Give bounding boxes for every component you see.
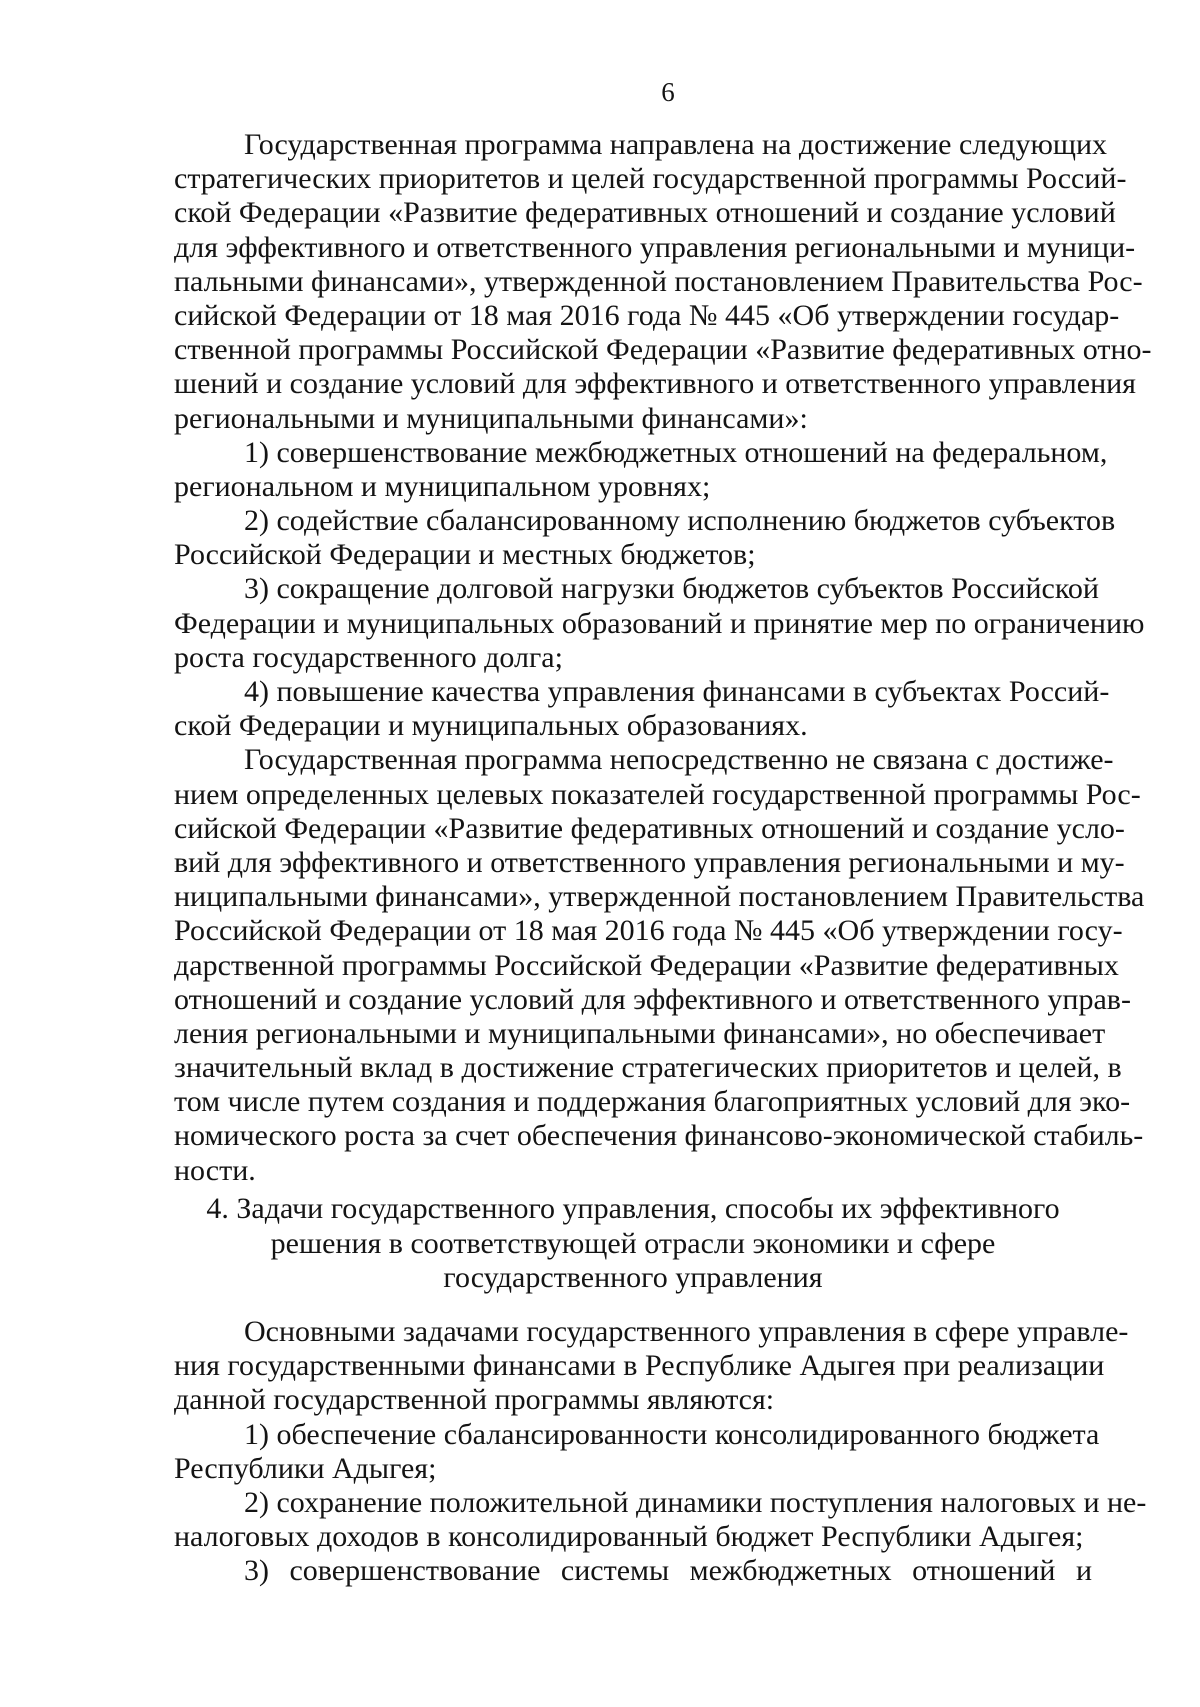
text-line: налоговых доходов в консолидированный бюджет Республики Адыгея;	[174, 1520, 1084, 1554]
text-line: 3) сокращение долговой нагрузки бюджетов субъектов Российской	[244, 572, 1099, 606]
text-line: данной государственной программы являются:	[174, 1383, 775, 1417]
text-line: для эффективного и ответственного управления региональными и муници-	[174, 230, 1136, 264]
text-line: шений и создание условий для эффективного и ответственного управления	[174, 367, 1136, 401]
text-line: том числе путем создания и поддержания благоприятных условий для эко-	[174, 1085, 1131, 1119]
text-line: номического роста за счет обеспечения финансово-экономической стабиль-	[174, 1119, 1144, 1153]
text-line: Республики Адыгея;	[174, 1451, 437, 1485]
text-line: ской Федерации «Развитие федеративных отношений и создание условий	[174, 196, 1116, 230]
section-body-text	[174, 1315, 1147, 1589]
heading-line: решения в соответствующей отрасли экономики и сфере	[270, 1226, 996, 1260]
text-line: пальными финансами», утвержденной постановлением Правительства Рос-	[174, 264, 1143, 298]
text-line: Федерации и муниципальных образований и принятие мер по ограничению	[174, 606, 1145, 640]
section-heading	[174, 1192, 1092, 1296]
page-number: 6	[661, 77, 675, 107]
text-line: ности.	[174, 1153, 256, 1187]
heading-line: 4. Задачи государственного управления, способы их эффективного	[206, 1192, 1060, 1225]
text-line: роста государственного долга;	[174, 640, 563, 674]
text-line: вий для эффективного и ответственного управления региональными и му-	[174, 845, 1125, 879]
text-line: Российской Федерации и местных бюджетов;	[174, 538, 756, 572]
text-line: ниципальными финансами», утвержденной постановлением Правительства	[174, 880, 1145, 914]
text-line: нием определенных целевых показателей государственной программы Рос-	[174, 777, 1141, 811]
text-line: сийской Федерации от 18 мая 2016 года № 445 «Об утверждении государ-	[174, 298, 1120, 332]
text-line: стратегических приоритетов и целей государственной программы Россий-	[174, 162, 1127, 196]
text-line: 4) повышение качества управления финансами в субъектах Россий-	[244, 675, 1110, 708]
text-line: ственной программы Российской Федерации «Развитие федеративных отно-	[174, 333, 1152, 367]
body-text	[174, 128, 1152, 1188]
text-line: 1) совершенствование межбюджетных отношений на федеральном,	[244, 435, 1108, 469]
text-line: Государственная программа непосредственно не связана с достиже-	[244, 743, 1114, 777]
text-line: ления региональными и муниципальными финансами», но обеспечивает	[174, 1016, 1106, 1050]
text-line: ской Федерации и муниципальных образованиях.	[174, 709, 808, 743]
text-line: 2) содействие сбалансированному исполнению бюджетов субъектов	[244, 504, 1116, 538]
text-line: Государственная программа направлена на достижение следующих	[244, 128, 1108, 161]
text-line: Российской Федерации от 18 мая 2016 года № 445 «Об утверждении госу-	[174, 914, 1123, 948]
text-line: значительный вклад в достижение стратегических приоритетов и целей, в	[174, 1051, 1122, 1085]
text-line: 2) сохранение положительной динамики поступления налоговых и не-	[244, 1485, 1147, 1519]
text-line: региональными и муниципальными финансами»:	[174, 401, 808, 435]
heading-line: государственного управления	[443, 1261, 823, 1294]
text-line: сийской Федерации «Развитие федеративных отношений и создание усло-	[174, 811, 1125, 845]
text-line: ния государственными финансами в Республике Адыгея при реализации	[174, 1349, 1105, 1383]
text-line: отношений и создание условий для эффективного и ответственного управ-	[174, 982, 1131, 1016]
text-line: 1) обеспечение сбалансированности консолидированного бюджета	[244, 1417, 1100, 1451]
text-line: Основными задачами государственного управления в сфере управле-	[244, 1315, 1129, 1348]
text-line: 3) совершенствование системы межбюджетных отношений и	[244, 1554, 1092, 1588]
text-line: дарственной программы Российской Федерации «Развитие федеративных	[174, 948, 1119, 982]
text-line: региональном и муниципальном уровнях;	[174, 469, 711, 503]
